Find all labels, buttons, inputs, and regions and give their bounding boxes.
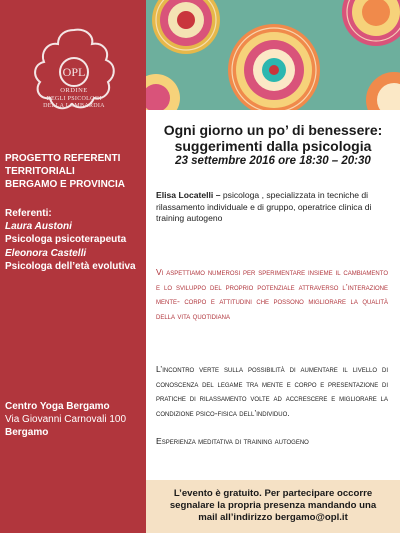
speaker-bio: psicologa , specializzata in tecniche di rilassamento individuale e di gruppo, operatrice clinica di training autogeno bbox=[156, 190, 372, 223]
project-line: PROGETTO REFERENTI bbox=[5, 153, 121, 164]
experience-line: Esperienza meditativa di training autogeno bbox=[156, 436, 309, 446]
footer-text bbox=[146, 488, 400, 525]
speaker-description bbox=[156, 190, 388, 225]
content-paragraph: L’incontro verte sulla possibilità di aumentare il livello di conoscenza del legame tra mente e corpo e presentazione di pratiche di rilassamento volte ad accrescere e migliorare la condizione psico-fisica dell’individuo. bbox=[156, 364, 388, 418]
footer-line: segnalare la propria presenza mandando una bbox=[169, 500, 377, 512]
mandala-header-image bbox=[146, 0, 400, 110]
project-line: TERRITORIALI bbox=[5, 166, 75, 178]
event-title-line2: suggerimenti dalla psicologia bbox=[174, 138, 372, 154]
event-date: 23 settembre 2016 ore 18:30 – 20:30 bbox=[175, 155, 371, 167]
speaker-name: Elisa Locatelli – bbox=[156, 190, 221, 200]
footer-box bbox=[146, 480, 400, 533]
referente-1-role: Psicologa psicoterapeuta bbox=[5, 234, 127, 246]
logo-letters: OPL bbox=[62, 65, 86, 79]
project-title bbox=[5, 152, 145, 192]
referente-2-name: Eleonora Castelli bbox=[5, 247, 87, 259]
sidebar bbox=[0, 0, 146, 533]
venue-street: Via Giovanni Carnovali 100 bbox=[5, 414, 127, 426]
logo-line-lombardia: DELLA LOMBARDIA bbox=[43, 103, 105, 109]
referenti-block bbox=[5, 207, 145, 273]
venue-block bbox=[5, 400, 145, 440]
referente-1-name: Laura Austoni bbox=[5, 221, 72, 233]
logo-line-psicologi: DEGLI PSICOLOGI bbox=[46, 96, 102, 102]
referente-2-role: Psicologa dell’età evolutiva bbox=[5, 260, 136, 272]
event-title bbox=[146, 122, 400, 154]
footer-line: L’evento è gratuito. Per partecipare occorre bbox=[173, 488, 373, 499]
referenti-label: Referenti: bbox=[5, 208, 52, 219]
invitation-paragraph: Vi aspettiamo numerosi per sperimentare insieme il cambiamento e lo sviluppo del proprio potenziale attraverso l’interazione mente- corpo e attitudini che possono migliorare la qualità della vita quotidiana bbox=[156, 267, 388, 321]
project-line: BERGAMO E PROVINCIA bbox=[5, 179, 126, 191]
footer-line: mail all’indirizzo bergamo@opl.it bbox=[198, 512, 348, 524]
logo-line-ordine: ORDINE bbox=[60, 87, 88, 94]
venue-city: Bergamo bbox=[5, 427, 49, 439]
event-title-line1: Ogni giorno un po’ di benessere: bbox=[163, 122, 383, 138]
venue-name: Centro Yoga Bergamo bbox=[5, 401, 110, 412]
